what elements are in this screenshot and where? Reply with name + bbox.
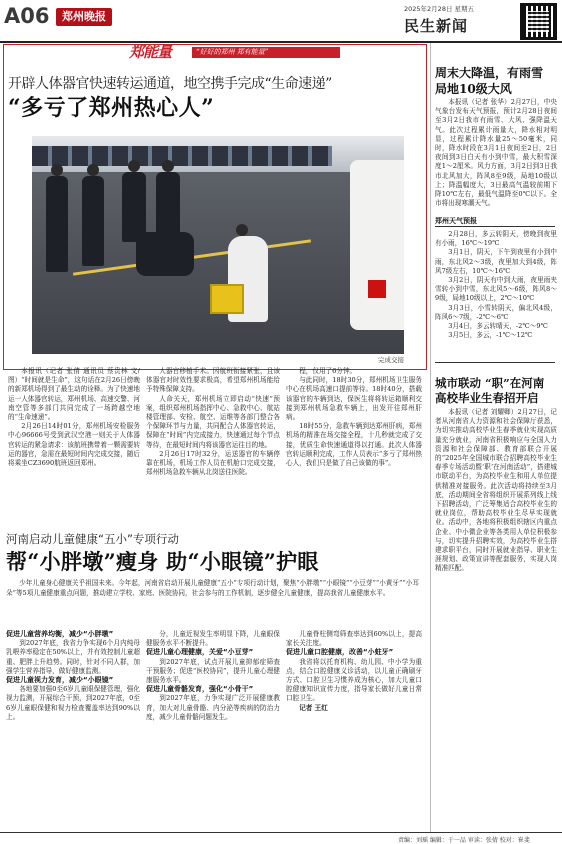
forecast-list	[435, 230, 557, 340]
feature-column-3	[286, 367, 422, 468]
photo-person	[82, 176, 104, 266]
forecast-item: 2月28日，多云转阴天，傍晚到夜里有小雨，16℃～19℃	[435, 230, 557, 248]
feature-kicker: 开辟人体器官快速转运通道，地空携手完成“生命速递”	[8, 76, 332, 92]
paragraph: 到2027年底，力争实现广泛开展健康教育，加大对儿童骨骼、内分泌等疾病的防治力度，减少儿童骨骼问题发生。	[146, 694, 280, 721]
weather-headline: 周末大降温，有雨雪	[435, 66, 544, 80]
photo-person-head	[51, 164, 63, 176]
paragraph: 2月26日14时01分，郑州机场安检服务中心96666号受到武汉空港一则关于人体器官转运的紧急请求：该航班携带着一颗需要转运的器官，急需在最短时间内完成交接，随后将乘坐CZ3690航班返回郑州。	[8, 422, 140, 468]
slogan-subtitle: “好好的郑州 郑有能量”	[192, 47, 340, 58]
jobs-article	[435, 408, 557, 574]
forecast-item: 3月2日，阴天有中到大雨，夜里雨夹雪转小到中雪，东北风5～6级，阵风8～9级，局地10级以上，2℃～10℃	[435, 276, 557, 303]
paragraph: 到2027年底，我省力争实现6个月内纯母乳喂养率稳定在50%以上，并有效控制儿童超重、肥胖上升趋势。同时，针对不同人群，加强学生营养指导，做好健康监测。	[6, 639, 140, 675]
feature-column-1	[8, 367, 140, 468]
photo-person-head	[87, 164, 99, 176]
photo-caption: 完成交接	[378, 356, 404, 364]
forecast-item: 3月5日，多云，-1℃～12℃	[448, 331, 533, 340]
photo-person-crouching	[136, 232, 194, 276]
forecast-title: 郑州天气预报	[435, 217, 477, 225]
weather-article	[435, 98, 557, 208]
feature-headline: “多亏了郑州热心人”	[8, 95, 215, 121]
paragraph: 各地要加强0至6岁儿童眼保健管理，强化视力监测，开展综合干预，到2027年底，0至6岁儿童眼保健和视力检查覆盖率达到90%以上。	[6, 685, 140, 721]
paragraph: 本报讯（记者 张倩 通讯员 蔡贵林 文/图）“时间就是生命”，这句话在2月26日傍晚的新郑机场得到了最生动的诠释。为了快速地运一人体器官转运，郑州机场、高速交警、河南空管等多部门共同完成了一场跨越空地的“生命速递”。	[8, 367, 140, 422]
news-photo	[32, 136, 404, 354]
qr-code-icon	[520, 3, 557, 40]
editor-credits: 责编：刘瑶 编辑：于一品 审读：张倩 校对：崔斐	[398, 837, 530, 844]
forecast-item: 3月1日，阴天，下午到夜里有小到中雨，东北风2～3级，夜里加大到4级，阵风7级左右，10℃～16℃	[435, 248, 557, 275]
subheading: 促进儿童心理健康，关爱“小豆芽”	[146, 648, 254, 657]
paragraph: 程，仅用了6分钟。	[299, 367, 357, 375]
feature-column-2	[146, 367, 280, 477]
paragraph: 我省将以托育机构、幼儿园、中小学为重点，结合口腔健康义诊活动，以儿童正确刷牙方式、口腔卫生习惯养成为核心，加大儿童口腔健康知识宣传力度，指导家长做好儿童日常口腔卫生。	[286, 657, 422, 703]
paragraph: 与此同时，18时30分，郑州机场卫生服务中心在机场高速口提前等待。18时40分，搭载该器官的车辆到达，保医生将将转运箱顺利交接到郑州机场急救车辆上，出发开往郑州肝病。	[286, 376, 422, 422]
paragraph: 2月26日17时32分，运送器官的车辆停靠在机场，机场工作人员在机舱口完成交接，郑州机场急救车辆从北岗送往医院。	[146, 449, 280, 477]
photo-person-head	[162, 160, 174, 172]
paragraph: 分，儿童近视发生率明显下降，儿童眼保健服务水平不断提升。	[146, 630, 280, 648]
byline: 记者 王红	[299, 703, 328, 712]
subheading: 促进儿童骨骼发育，强化“小骨干”	[146, 685, 254, 694]
photo-doctor-head	[236, 224, 248, 236]
section-title: 民生新闻	[404, 17, 469, 35]
slogan-tag: 郑能量	[129, 43, 172, 61]
paragraph: 18时55分，急救车辆到达郑州肝病，郑州机场的精准在场交接全程，十几秒就完成了交接，优质生命快速通道得以打通。此次人体器官转运顺利完成，工作人员表示“多亏了郑州热心人，我们只是做了自己该做的事”。	[286, 422, 422, 468]
paragraph: 人命关天，郑州机场立即启动“快速”预案，组织郑州机场指挥中心、急救中心、航站楼管理部、安检、航空、运维等各部门整合各个保障环节与力量，共同配合人体器官转运，保障在“时间”内完成接力，快速通过每个节点等待，在最短时间内将该器官运往目的地。	[146, 394, 280, 449]
forecast-item: 3月3日，小雪转阴天，偏北风4级，阵风6～7级，-2℃～6℃	[435, 303, 557, 321]
paragraph: 本报讯（记者 张华）2月27日，中央气象台发布天气预报，预计2月28日夜间至3月2日我市有雨雪、大风、强降温天气。此次过程累计雨量大，降水相对明显，过程累计降水量25～50毫米，同时，降水时段在3月1日夜间至2日，2日夜间到3日白天有小到中雪，最大积雪深度1～2厘米。风力方面，3月2日到3日我市北风加大，阵风8至9级，局地10级以上；降温幅度大，3日最高气温较前期下降10℃左右，最低气温降至0℃以下。全市将出现寒潮天气。	[435, 98, 557, 208]
page-number: A06	[4, 4, 50, 28]
subheading: 促进儿童口腔健康，改善“小蛀牙”	[286, 648, 394, 657]
weather-subheadline: 局地10级大风	[435, 82, 512, 96]
section2-column-3	[286, 630, 422, 713]
footer-divider	[0, 832, 562, 833]
photo-terminal	[32, 146, 332, 166]
right-column-divider	[435, 362, 555, 363]
newspaper-logo: 郑州晚报	[56, 8, 112, 26]
photo-person-head	[128, 160, 140, 172]
forecast-item: 3月4日，多云转晴天，-2℃～9℃	[448, 322, 548, 331]
column-divider	[430, 43, 431, 833]
paragraph: 人器官移植手术。因航班衔接紧张，且该体器官对时效性要求极高，希望郑州机场能给予特殊保障支持。	[146, 367, 280, 394]
jobs-subheadline: 高校毕业生春招开启	[435, 391, 539, 405]
forecast-divider	[435, 226, 555, 227]
paragraph: 儿童脊柱侧弯筛查率达到60%以上，提高家长关注度。	[286, 630, 422, 648]
subheading: 促进儿童视力发育，减少“小眼镜”	[6, 676, 114, 685]
photo-person	[46, 176, 68, 272]
section2-column-1	[6, 630, 140, 722]
section2-headline: 帮“小胖墩”瘦身 助“小眼镜”护眼	[6, 549, 319, 574]
issue-date: 2025年2月28日 星期五	[404, 5, 475, 13]
section2-column-2	[146, 630, 280, 722]
section2-lead: 少年儿童身心健康关乎祖国未来。今年起，河南省启动开展儿童健康“五小”专项行动计划，聚焦“小胖墩”“小眼镜”“小豆芽”“小黄牙”“小耳朵”等5项儿童健康重点问题，推动建立学校、家庭、医院协同，社会参与的工作机制，逐步健全儿童健康，提高我省儿童健康水平。	[6, 579, 419, 597]
jobs-headline: 城市联动 “职”在河南	[435, 376, 545, 390]
organ-transport-box	[210, 284, 244, 314]
section2-kicker: 河南启动儿童健康“五小”专项行动	[6, 532, 179, 546]
paragraph: 到2027年底，试点开展儿童抑郁症筛查干预服务；促进“医校协同”，提升儿童心理健康服务水平。	[146, 657, 280, 685]
masthead-divider	[0, 41, 562, 43]
paragraph: 本报讯（记者 刘耀卿）2月27日，记者从河南省人力资源和社会保障厅获悉，为切实推动高校毕业生春季就业实现高质量充分就业，河南省积极响应与全国人力资源和社会保障部、教育部联合开展的“2025年全国城市联合招聘高校毕业生春季专场活动暨‘职’在河南活动”，搭建城市联动平台，为高校毕业生和用人单位提供精准对接服务。此次活动将持续至3月底，活动期间全省将组织开展系列线上线下招聘活动，广泛筹集适合高校毕业生的就业岗位，帮助高校毕业生尽早实现就业。活动中，各地将积极组织辖区内重点企业、中小微企业等各类用人单位积极参与，切实提升招聘实效，为高校毕业生搭建求职平台，同时开展就业指导、职业生涯规划、政策宣讲等配套服务，实现人岗精准匹配。	[435, 408, 557, 573]
subheading: 促进儿童营养均衡，减少“小胖墩”	[6, 630, 114, 638]
photo-ambulance	[350, 160, 404, 330]
